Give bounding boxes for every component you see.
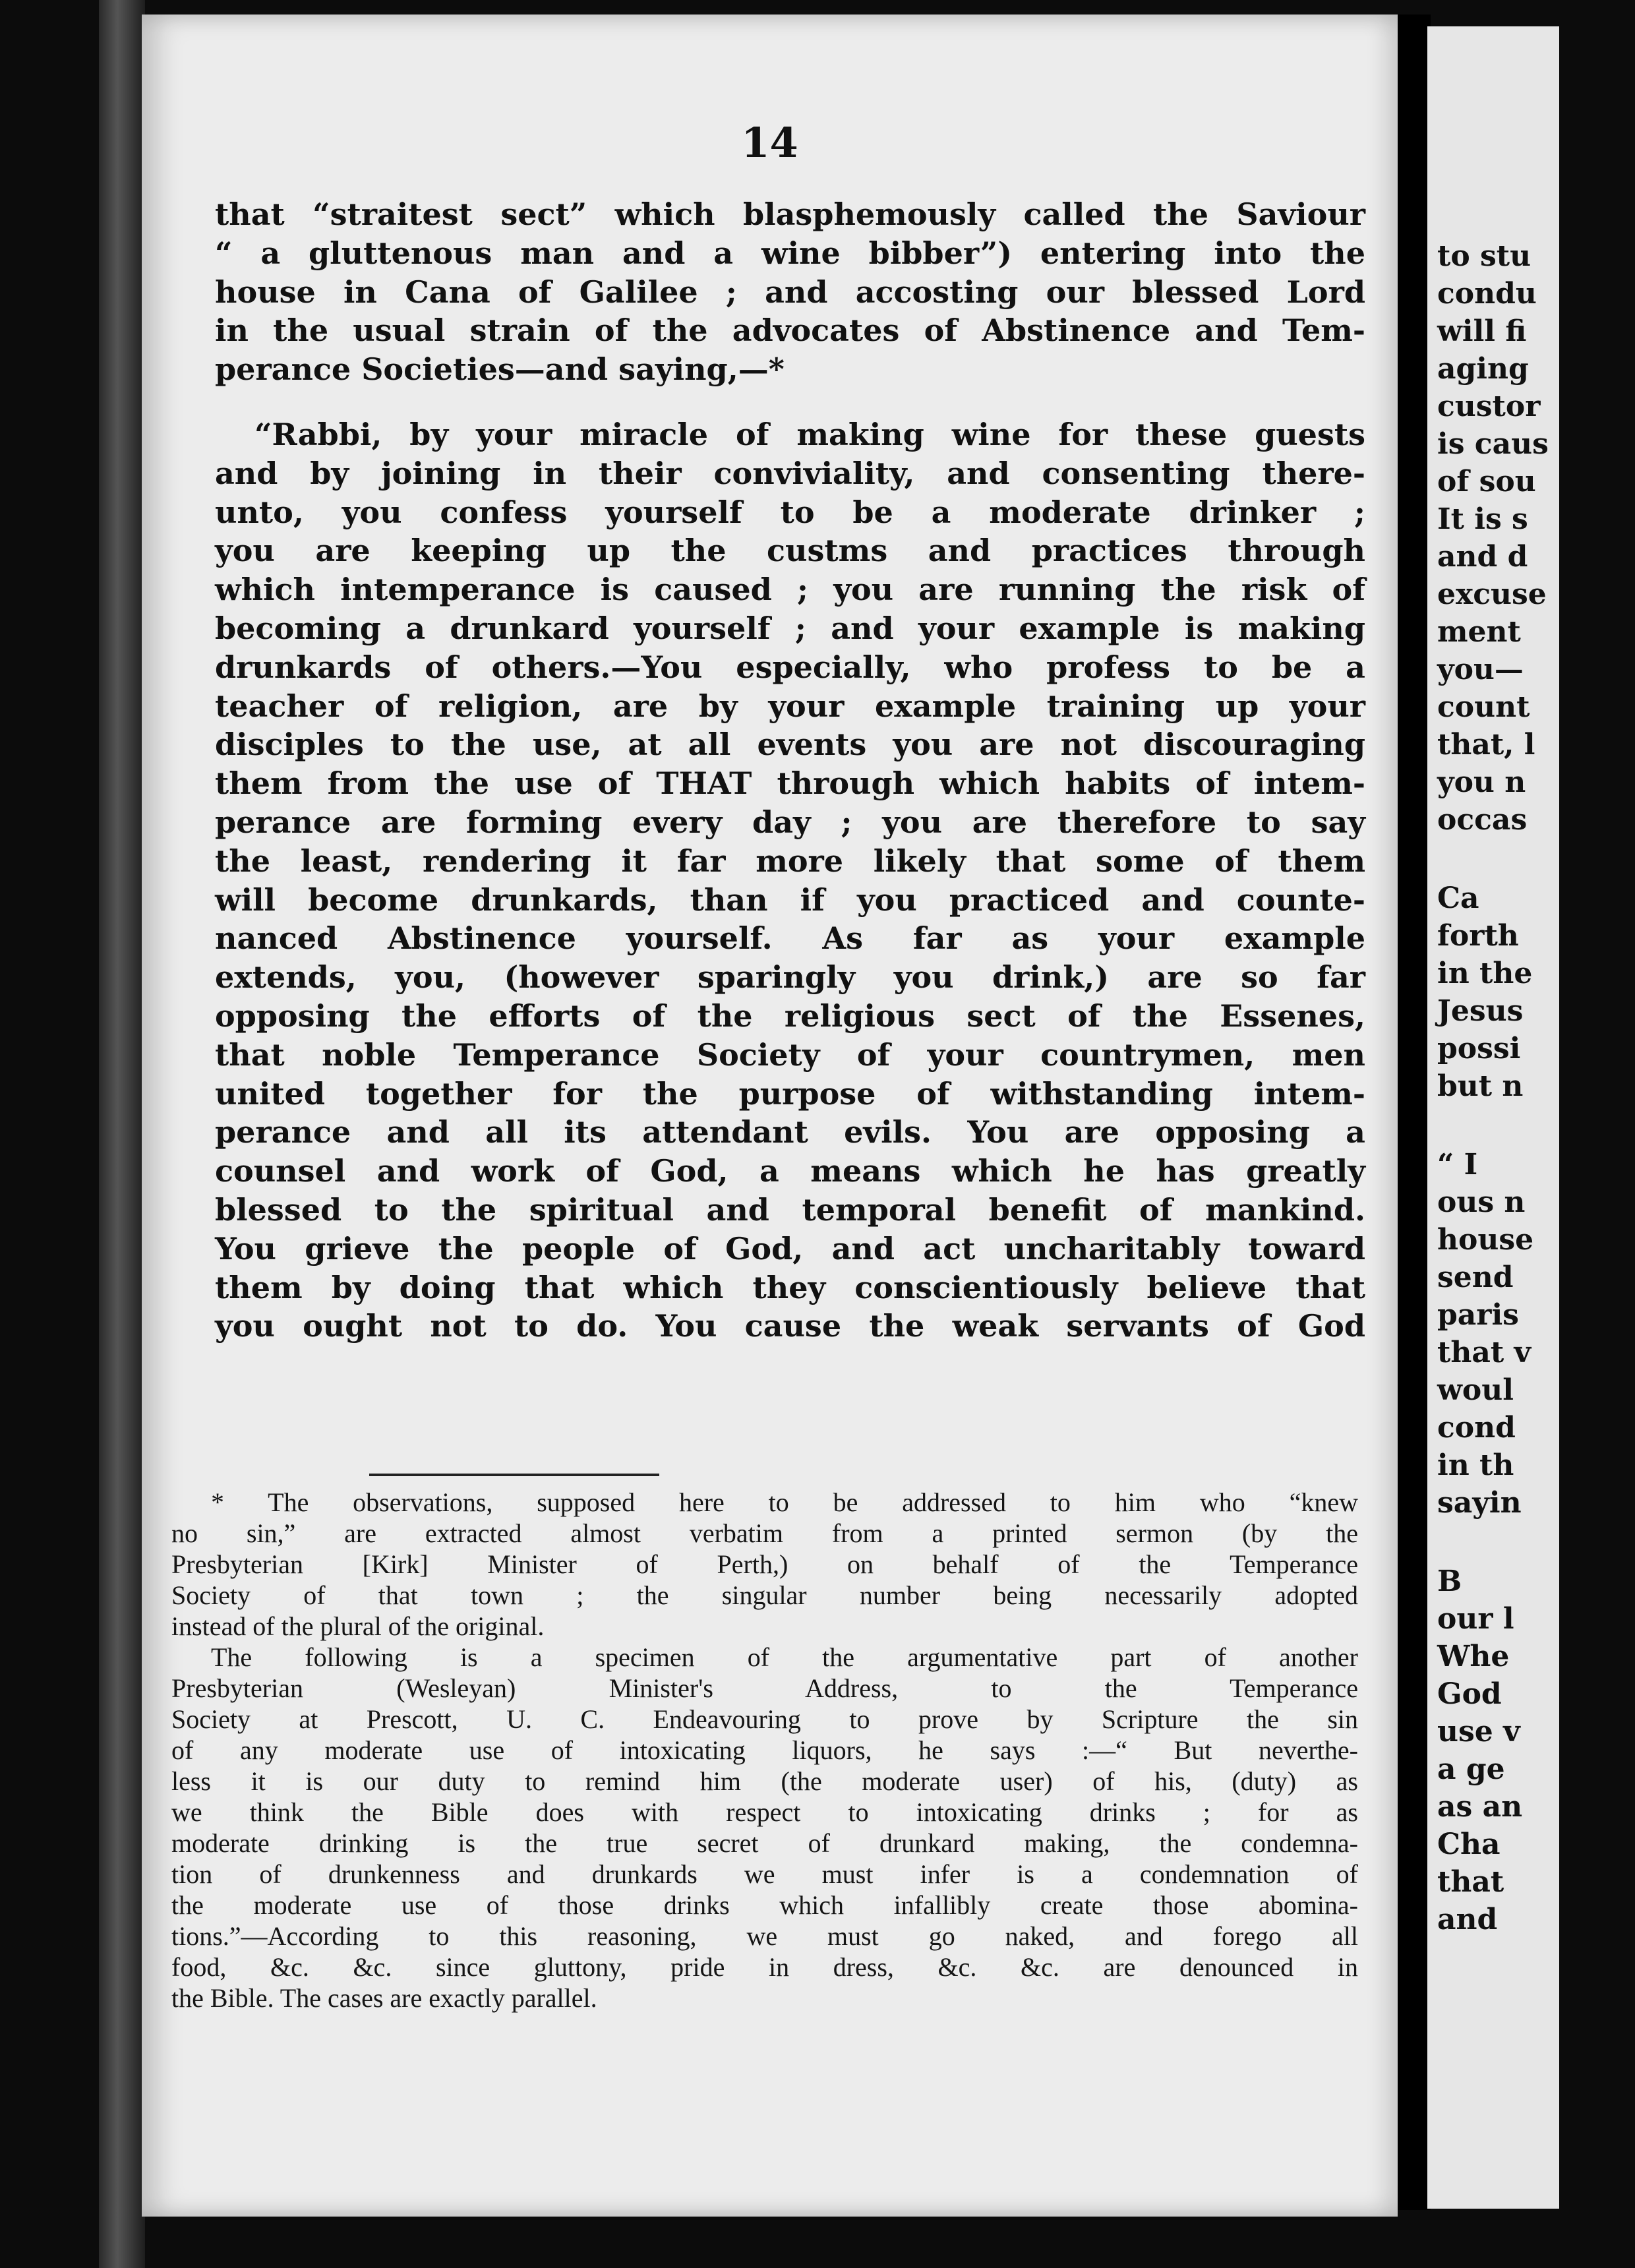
facing-page-line: and d <box>1437 540 1528 574</box>
facing-page-line: but n <box>1437 1069 1524 1103</box>
page-number: 14 <box>741 119 798 167</box>
facing-page-line: ment <box>1437 615 1521 649</box>
text-line: “Rabbi, by your miracle of making wine for these guests <box>254 416 1365 452</box>
footnote-line: the Bible. The cases are exactly parallel. <box>171 1983 597 2013</box>
text-line: the least, rendering it far more likely that some of them <box>215 843 1365 879</box>
facing-page-line: in the <box>1437 957 1533 990</box>
facing-page-line: condu <box>1437 277 1537 311</box>
facing-page-line: It is s <box>1437 502 1528 536</box>
facing-page-line: of sou <box>1437 465 1536 498</box>
facing-page-line: forth <box>1437 919 1519 953</box>
text-line: becoming a drunkard yourself ; and your example is making <box>215 610 1365 646</box>
facing-page-line: as an <box>1437 1790 1523 1824</box>
facing-page-line: you— <box>1437 653 1524 686</box>
page-gutter-shadow <box>1398 15 1431 2210</box>
text-line: extends, you, (however sparingly you drink,) are so far <box>215 959 1365 996</box>
facing-page-line: possi <box>1437 1032 1521 1065</box>
footnote-line: the moderate use of those drinks which infallibly create those abomina- <box>171 1890 1358 1920</box>
facing-page-line: sayin <box>1437 1486 1522 1520</box>
book-spine <box>99 0 145 2268</box>
paragraph-gap <box>215 389 1365 415</box>
text-line: disciples to the use, at all events you are not discouraging <box>215 727 1365 763</box>
footnote-line: Society at Prescott, U. C. Endeavouring to prove by Scripture the sin <box>171 1704 1358 1734</box>
text-line: perance are forming every day ; you are therefore to say <box>215 804 1365 840</box>
text-line: you are keeping up the custms and practices through <box>215 533 1365 569</box>
facing-page-line: that <box>1437 1865 1504 1899</box>
facing-page-line: paris <box>1437 1298 1519 1332</box>
text-line: in the usual strain of the advocates of Abstinence and Tem- <box>215 313 1365 349</box>
facing-page-line: occas <box>1437 803 1528 837</box>
footnote-line: we think the Bible does with respect to intoxicating drinks ; for as <box>171 1797 1358 1827</box>
facing-page-line: custor <box>1437 390 1541 423</box>
footnote-line: less it is our duty to remind him (the moderate user) of his, (duty) as <box>171 1766 1358 1796</box>
footnote-line: The following is a specimen of the argumentative part of another <box>211 1642 1358 1672</box>
facing-page-line: Ca <box>1437 881 1479 915</box>
footnote-line: no sin,” are extracted almost verbatim from a printed sermon (by the <box>171 1518 1358 1548</box>
facing-page-line: and <box>1437 1903 1498 1936</box>
footnote-line: instead of the plural of the original. <box>171 1611 545 1641</box>
text-line: nanced Abstinence yourself. As far as your example <box>215 920 1365 957</box>
facing-page-line: send <box>1437 1261 1514 1294</box>
facing-page-text <box>1437 237 1635 1938</box>
footnote-line: Society of that town ; the singular number being necessarily adopted <box>171 1580 1358 1610</box>
footnote-line: tions.”—According to this reasoning, we must go naked, and forego all <box>171 1921 1358 1951</box>
facing-page-line: ous n <box>1437 1185 1526 1219</box>
facing-page-line: B <box>1437 1565 1462 1598</box>
text-line: will become drunkards, than if you practiced and counte- <box>215 881 1365 918</box>
paragraph-gap <box>1437 1522 1635 1563</box>
footnote-line: of any moderate use of intoxicating liquors, he says :—“ But neverthe- <box>171 1735 1358 1765</box>
facing-page-line: to stu <box>1437 239 1531 273</box>
facing-page-line: Whe <box>1437 1640 1510 1673</box>
facing-page-line: is caus <box>1437 427 1549 461</box>
text-line: perance and all its attendant evils. You are opposing a <box>215 1114 1365 1150</box>
text-line: counsel and work of God, a means which he has greatly <box>215 1153 1365 1189</box>
facing-page-line: excuse <box>1437 578 1547 611</box>
text-line: You grieve the people of God, and act uncharitably toward <box>215 1230 1365 1267</box>
facing-page-line: in th <box>1437 1448 1514 1482</box>
text-line: house in Cana of Galilee ; and accosting our blessed Lord <box>215 274 1365 310</box>
facing-page-line: that, l <box>1437 728 1535 761</box>
text-line: and by joining in their conviviality, and consenting there- <box>215 455 1365 491</box>
footnote-line: Presbyterian [Kirk] Minister of Perth,) on behalf of the Temperance <box>171 1549 1358 1579</box>
footnote-line: food, &c. &c. since gluttony, pride in dress, &c. &c. are denounced in <box>171 1952 1358 1982</box>
main-text-block <box>215 195 1365 1346</box>
footnote-line: * The observations, supposed here to be addressed to him who “knew <box>211 1487 1358 1517</box>
facing-page-line: that v <box>1437 1336 1531 1369</box>
text-line: you ought not to do. You cause the weak servants of God <box>215 1308 1365 1344</box>
facing-page-line: Cha <box>1437 1828 1501 1861</box>
text-line: “ a gluttenous man and a wine bibber”) entering into the <box>215 235 1365 271</box>
text-line: united together for the purpose of withstanding intem- <box>215 1075 1365 1112</box>
facing-page-line: God <box>1437 1677 1502 1711</box>
footnote-rule <box>369 1474 659 1476</box>
paragraph-gap <box>1437 1105 1635 1146</box>
facing-page-line: “ I <box>1437 1148 1478 1181</box>
facing-page-line: count <box>1437 690 1530 724</box>
facing-page-line: woul <box>1437 1373 1514 1407</box>
footnote-block <box>171 1487 1358 2014</box>
facing-page-line: aging <box>1437 352 1529 386</box>
facing-page-line: use v <box>1437 1715 1520 1748</box>
text-line: that “straitest sect” which blasphemously called the Saviour <box>215 196 1365 232</box>
footnote-line: Presbyterian (Wesleyan) Minister's Address, to the Temperance <box>171 1673 1358 1703</box>
facing-page-line: Jesus <box>1437 994 1524 1028</box>
text-line: unto, you confess yourself to be a moderate drinker ; <box>215 494 1365 530</box>
facing-page-line: a ge <box>1437 1752 1505 1786</box>
text-line: opposing the efforts of the religious sect of the Essenes, <box>215 998 1365 1034</box>
facing-page-line: will fi <box>1437 314 1527 348</box>
facing-page-line: you n <box>1437 765 1526 799</box>
text-line: teacher of religion, are by your example training up your <box>215 688 1365 724</box>
text-line: them from the use of THAT through which habits of intem- <box>215 765 1365 802</box>
paragraph-gap <box>1437 839 1635 880</box>
text-line: which intemperance is caused ; you are running the risk of <box>215 572 1365 608</box>
text-line: that noble Temperance Society of your countrymen, men <box>215 1036 1365 1073</box>
footnote-line: moderate drinking is the true secret of drunkard making, the condemna- <box>171 1828 1358 1858</box>
footnote-line: tion of drunkenness and drunkards we must infer is a condemnation of <box>171 1859 1358 1889</box>
text-line: blessed to the spiritual and temporal benefit of mankind. <box>215 1191 1365 1228</box>
text-line: drunkards of others.—You especially, who profess to be a <box>215 649 1365 685</box>
text-line: them by doing that which they conscientiously believe that <box>215 1269 1365 1305</box>
facing-page-line: house <box>1437 1223 1534 1257</box>
text-line: perance Societies—and saying,—* <box>215 351 785 388</box>
facing-page-line: cond <box>1437 1411 1516 1445</box>
facing-page-line: our l <box>1437 1602 1514 1636</box>
